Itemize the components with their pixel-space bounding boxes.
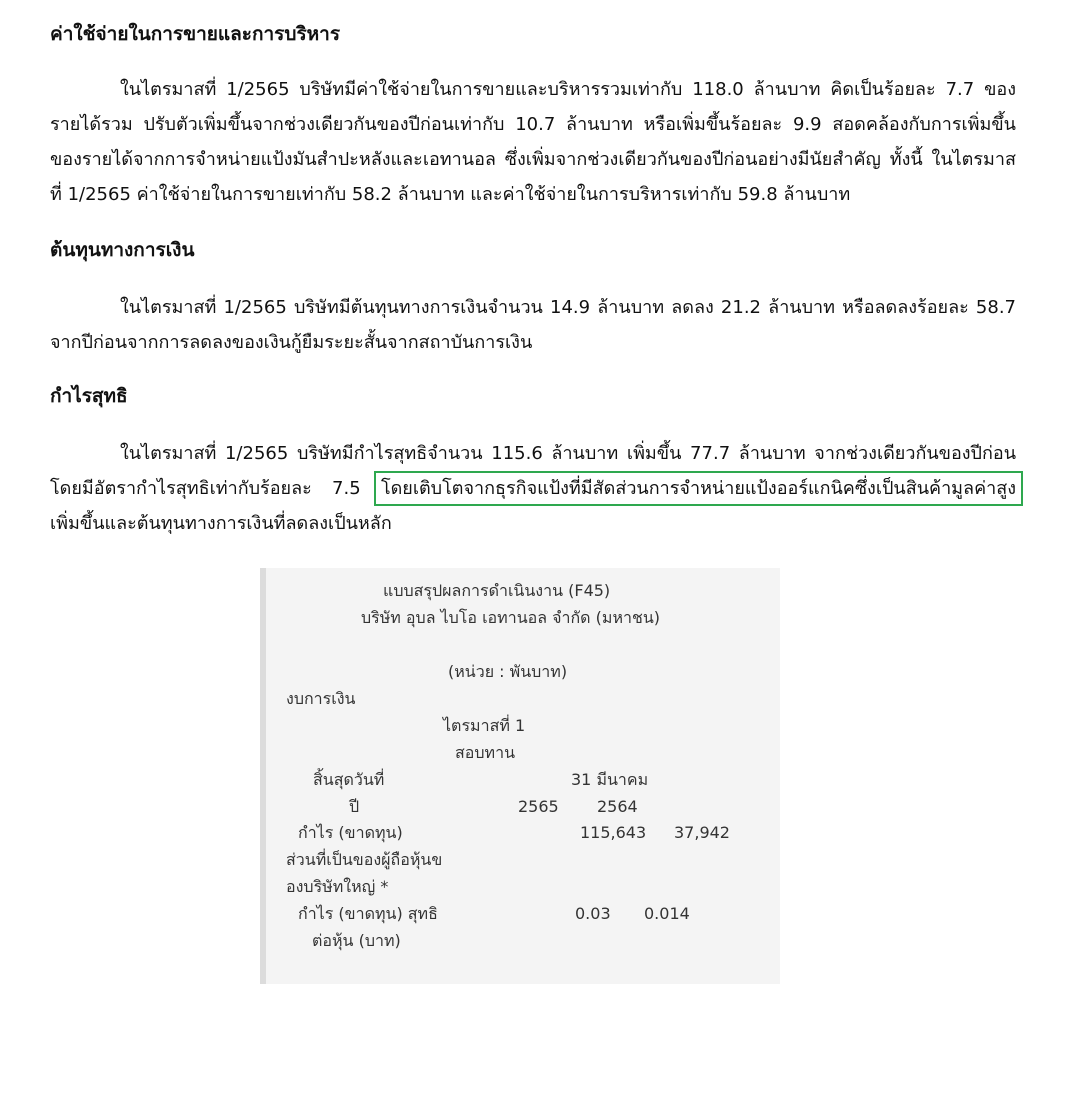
paragraph-text-after: เพิ่มขึ้นและต้นทุนทางการเงินที่ลดลงเป็นหลัก [50,513,392,534]
box-period-end-label: สิ้นสุดวันที่ [313,770,385,789]
heading-net-profit: กำไรสุทธิ [50,385,128,407]
box-profit-2565: 115,643 [580,823,647,842]
box-owner-label-line2: องบริษัทใหญ่ * [286,877,389,896]
box-eps-2565: 0.03 [575,904,611,923]
box-title: แบบสรุปผลการดำเนินงาน (F45) [383,581,611,600]
paragraph-selling-admin-expenses [50,72,1016,212]
box-unit: (หน่วย : พันบาท) [448,662,568,681]
box-owner-label-line1: ส่วนที่เป็นของผู้ถือหุ้นข [286,850,443,869]
paragraph-text: ในไตรมาสที่ 1/2565 บริษัทมีต้นทุนทางการเงินจำนวน 14.9 ล้านบาท ลดลง 21.2 ล้านบาท หรือลดลงร้อยละ 58.7 จากปีก่อนจากการลดลงของเงินกู้ยืมระยะสั้นจากสถาบันการเงิน [50,297,1016,353]
paragraph-finance-cost [50,290,1016,360]
box-eps-label-line1: กำไร (ขาดทุน) สุทธิ [298,904,438,923]
box-year-label: ปี [349,797,360,816]
box-year-2564: 2564 [597,797,638,816]
box-year-2565: 2565 [518,797,559,816]
box-company: บริษัท อุบล ไบโอ เอทานอล จำกัด (มหาชน) [361,608,661,627]
paragraph-text: ในไตรมาสที่ 1/2565 บริษัทมีค่าใช้จ่ายในการขายและบริหารรวมเท่ากับ 118.0 ล้านบาท คิดเป็นร้อยละ 7.7 ของรายได้รวม ปรับตัวเพิ่มขึ้นจากช่วงเดียวกันของปีก่อนเท่ากับ 10.7 ล้านบาท หรือเพิ่มขึ้นร้อยละ 9.9 สอดคล้องกับการเพิ่มขึ้นของรายได้จากการจำหน่ายแป้งมันสำปะหลังและเอทานอล ซึ่งเพิ่มจากช่วงเดียวกันของปีก่อนอย่างมีนัยสำคัญ ทั้งนี้ ในไตรมาสที่ 1/2565 ค่าใช้จ่ายในการขายเท่ากับ 58.2 ล้านบาท และค่าใช้จ่ายในการบริหารเท่ากับ 59.8 ล้านบาท [50,79,1016,205]
box-statement: งบการเงิน [286,689,356,708]
box-quarter: ไตรมาสที่ 1 [443,716,526,735]
heading-selling-admin-expenses: ค่าใช้จ่ายในการขายและการบริหาร [50,23,341,45]
box-eps-2564: 0.014 [644,904,690,923]
box-profit-label: กำไร (ขาดทุน) [298,823,403,842]
box-reviewed: สอบทาน [455,743,515,762]
paragraph-net-profit [50,436,1016,541]
box-profit-2564: 37,942 [674,823,730,842]
heading-finance-cost: ต้นทุนทางการเงิน [50,239,195,261]
summary-results-box [260,568,780,984]
box-period-end-value: 31 มีนาคม [571,770,649,789]
paragraph-text-before: ในไตรมาสที่ 1/2565 บริษัทมีกำไรสุทธิจำนวน 115.6 ล้านบาท เพิ่มขึ้น 77.7 ล้านบาท จากช่วงเดียวกันของปีก่อน โดยมีอัตรากำไรสุทธิเท่ากับร้อยละ 7.5 [50,443,1016,499]
box-eps-label-line2: ต่อหุ้น (บาท) [312,931,401,950]
highlighted-text[interactable]: โดยเติบโตจากธุรกิจแป้งที่มีสัดส่วนการจำหน่ายแป้งออร์แกนิคซึ่งเป็นสินค้ามูลค่าสูง [380,478,1016,499]
